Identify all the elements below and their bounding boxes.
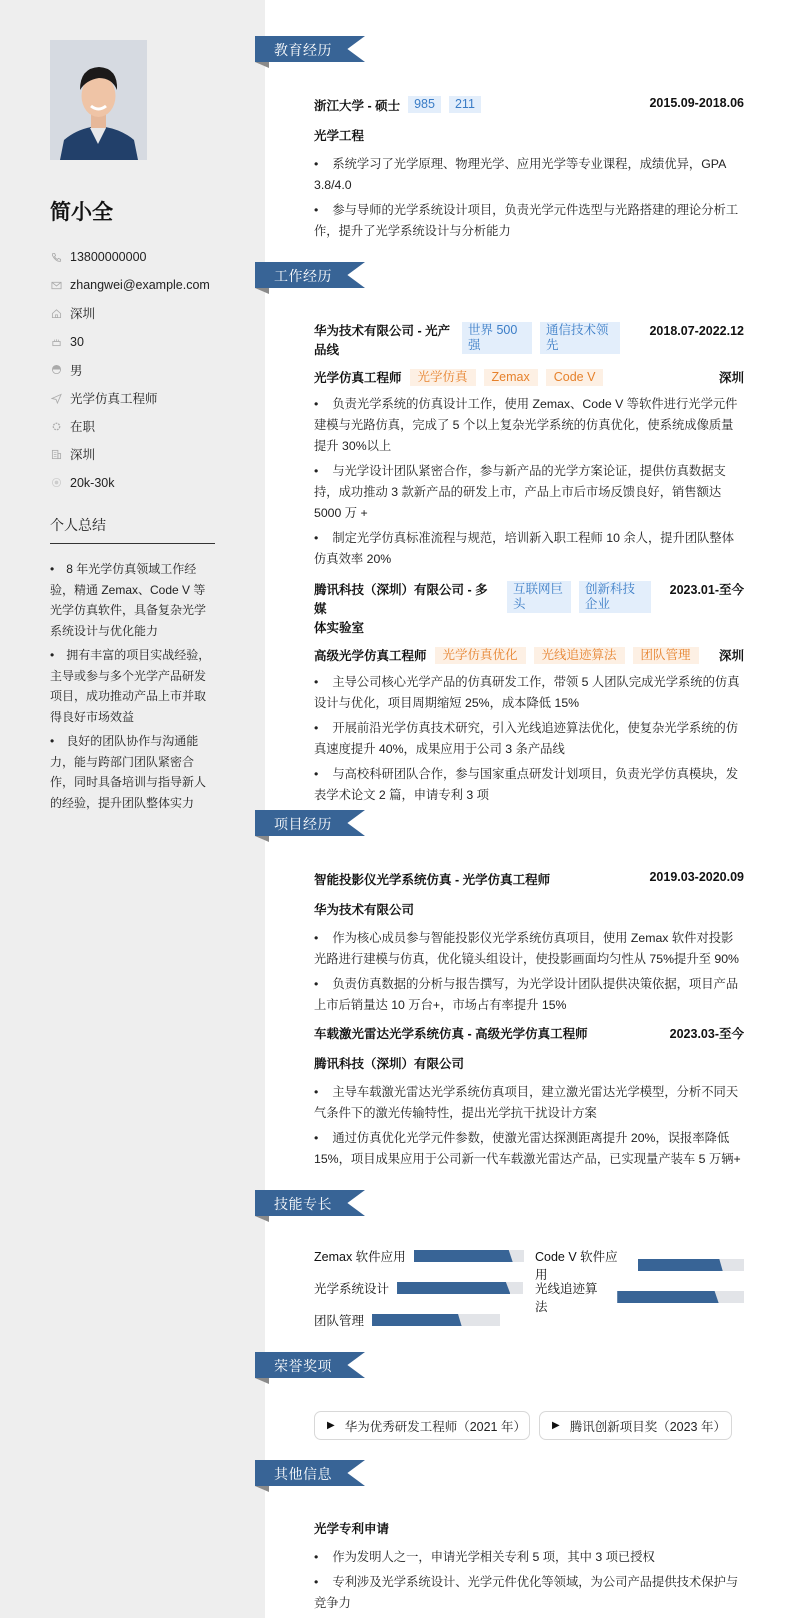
info-status: 在职 [50, 412, 250, 440]
skill-bar [617, 1291, 744, 1303]
gender-icon [50, 364, 62, 376]
building-icon [50, 448, 62, 460]
school-name: 浙江大学 - 硕士 [314, 99, 401, 113]
skill-bar [372, 1314, 500, 1326]
project-item: • 主导车载激光雷达光学系统仿真项目，建立激光雷达光学模型，分析不同天气条件下的激光传输特性，提出光学抗干扰设计方案 [314, 1082, 744, 1124]
info-salary: 20k-30k [50, 469, 250, 497]
skill-tag: 光学仿真 [410, 369, 476, 386]
info-gender: 男 [50, 356, 250, 384]
company-tag: 世界 500 强 [462, 322, 532, 354]
summary-title: 个人总结 [50, 517, 106, 533]
work-item: • 制定光学仿真标准流程与规范，培训新入职工程师 10 余人，提升团队整体仿真效率 20% [314, 528, 744, 570]
candidate-name: 简小全 [50, 201, 113, 224]
summary-item: • 良好的团队协作与沟通能力，能与跨部门团队紧密合作，同时具备培训与指导新人的经验，提升团队整体实力 [50, 731, 215, 813]
company-name: 华为技术有限公司 - 光产 [314, 324, 451, 338]
skill-item: 光学系统设计 [314, 1279, 523, 1297]
skill-tag: 光线追迹算法 [534, 647, 625, 664]
work-date: 2023.01-至今 [669, 583, 744, 597]
project-entry [314, 870, 744, 1020]
section-title: 工作经历 [274, 268, 332, 284]
work-date: 2018.07-2022.12 [649, 324, 744, 338]
company-tag: 互联网巨 头 [507, 581, 571, 613]
info-age: 30 [50, 328, 250, 356]
company-tag: 通信技术领 先 [540, 322, 620, 354]
summary-divider [50, 543, 215, 544]
home-icon [50, 307, 62, 319]
work-item: • 与高校科研团队合作，参与国家重点研发计划项目，负责光学仿真模块，发表学术论文 2 篇，申请专利 3 项 [314, 764, 744, 806]
section-banner-other [255, 1460, 365, 1486]
award-item[interactable]: ▶ 华为优秀研发工程师（2021 年） [314, 1411, 530, 1440]
project-item: • 负责仿真数据的分析与报告撰写，为光学设计团队提供决策依据，项目产品上市后销量达 10 万台+，市场占有率提升 15% [314, 974, 744, 1016]
work-entry: 腾讯科技（深圳）有限公司 - 多媒 体实验室 互联网巨 头 创新科技 企业 2023.01-至今 高级光学仿真工程师 光学仿真优化 光线追迹算法 团队管理 深圳 • 主导公司核心光学产品的仿真研发工作，带领 5 人团队完成光学系统的仿真设计与优化，项目周期缩短 25%，成本降低 15% • 开展前沿光学仿真技术研究，引入光线追迹算法优化，使复杂光学系统的仿真速度提升 40%，成果应用于公司 3 条产品线 • 与高校科研团队合作，参与国家重点研发计划项目，负责光学仿真模块，发表学术论文 2 篇，申请专利 3 项 [314, 581, 744, 810]
project-item: • 通过仿真优化光学元件参数，使激光雷达探测距离提升 20%，误报率降低 15%，项目成果应用于公司新一代车载激光雷达产品，已实现量产装车 5 万辆+ [314, 1128, 744, 1170]
info-email: zhangwei@example.com [50, 271, 250, 299]
project-entry [314, 1024, 744, 1174]
project-title: 车载激光雷达光学系统仿真 - 高级光学仿真工程师 [314, 1027, 588, 1041]
contact-info-list [50, 243, 250, 497]
section-banner-skills [255, 1190, 365, 1216]
section-title: 教育经历 [274, 42, 332, 58]
project-item: • 作为核心成员参与智能投影仪光学系统仿真项目，使用 Zemax 软件对投影光路进行建模与仿真，优化镜头组设计，使投影画面均匀性从 75%提升至 90% [314, 928, 744, 970]
skill-item: 团队管理 [314, 1311, 500, 1329]
info-phone: 13800000000 [50, 243, 250, 271]
skill-tag: Code V [546, 369, 604, 386]
project-company: 华为技术有限公司 [314, 903, 415, 917]
project-title: 智能投影仪光学系统仿真 - 光学仿真工程师 [314, 873, 551, 887]
company-tag: 创新科技 企业 [579, 581, 651, 613]
section-banner-work [255, 262, 365, 288]
education-item: • 系统学习了光学原理、物理光学、应用光学等专业课程，成绩优异，GPA 3.8/4.0 [314, 154, 744, 196]
project-company: 腾讯科技（深圳）有限公司 [314, 1057, 465, 1071]
education-date: 2015.09-2018.06 [649, 96, 744, 110]
work-item: • 负责光学系统的仿真设计工作，使用 Zemax、Code V 等软件进行光学元件建模与光路仿真，完成了 5 个以上复杂光学系统的仿真优化，使系统成像质量提升 30%以上 [314, 394, 744, 457]
age-icon [50, 336, 62, 348]
summary-item: • 拥有丰富的项目实战经验，主导或参与多个光学产品研发项目，成功推动产品上市并取得良好市场效益 [50, 645, 215, 727]
section-banner-projects [255, 810, 365, 836]
section-banner-honors [255, 1352, 365, 1378]
status-icon [50, 420, 62, 432]
work-city: 深圳 [718, 371, 744, 385]
skill-bar [397, 1282, 523, 1294]
section-title: 荣誉奖项 [274, 1358, 332, 1374]
job-title: 高级光学仿真工程师 [314, 649, 427, 663]
sidebar [0, 0, 265, 1618]
work-item: • 主导公司核心光学产品的仿真研发工作，带领 5 人团队完成光学系统的仿真设计与优化，项目周期缩短 25%，成本降低 15% [314, 672, 744, 714]
skill-tag: 光学仿真优化 [435, 647, 526, 664]
company-name: 腾讯科技（深圳）有限公司 - 多媒 [314, 583, 488, 616]
work-item: • 开展前沿光学仿真技术研究，引入光线追迹算法优化，使复杂光学系统的仿真速度提升 40%，成果应用于公司 3 条产品线 [314, 718, 744, 760]
school-tag: 211 [449, 96, 481, 113]
project-date: 2023.03-至今 [669, 1027, 744, 1041]
triangle-right-icon: ▶ [552, 1420, 560, 1431]
other-item: • 作为发明人之一，申请光学相关专利 5 项，其中 3 项已授权 [314, 1547, 744, 1568]
skill-item: Zemax 软件应用 [314, 1247, 524, 1265]
skill-item: 光线追迹算法 [535, 1279, 744, 1315]
job-title: 光学仿真工程师 [314, 371, 402, 385]
triangle-right-icon: ▶ [327, 1420, 335, 1431]
major: 光学工程 [314, 129, 365, 143]
avatar-photo [50, 40, 147, 160]
skill-bar [414, 1250, 524, 1262]
skill-tag: 团队管理 [633, 647, 699, 664]
skill-bar [638, 1259, 744, 1271]
phone-icon [50, 251, 62, 263]
other-title: 光学专利申请 [314, 1522, 390, 1536]
info-city: 深圳 [50, 440, 250, 468]
salary-icon [50, 477, 62, 489]
project-date: 2019.03-2020.09 [649, 870, 744, 884]
info-position: 光学仿真工程师 [50, 384, 250, 412]
work-entry: 华为技术有限公司 - 光产 品线 世界 500 强 通信技术领 先 2018.07-2022.12 光学仿真工程师 光学仿真 Zemax Code V 深圳 • 负责光学系统的仿真设计工作，使用 Zemax、Code V 等软件进行光学元件建模与光路仿真，完成了 5 个以上复杂光学系统的仿真优化，使系统成像质量提升 30%以上 • 与光学设计团队紧密合作，参与新产品的光学方案论证，提供仿真数据支持，成功推动 3 款新产品的研发上市，产品上市后市场反馈良好，销售额达 5000 万 + • 制定光学仿真标准流程与规范，培训新入职工程师 10 余人，提升团队整体仿真效率 20% [314, 322, 744, 574]
info-location: 深圳 [50, 299, 250, 327]
section-title: 其他信息 [274, 1466, 332, 1482]
section-title: 项目经历 [274, 816, 332, 832]
work-city: 深圳 [718, 649, 744, 663]
award-item[interactable]: ▶ 腾讯创新项目奖（2023 年） [539, 1411, 732, 1440]
email-icon [50, 279, 62, 291]
section-title: 技能专长 [274, 1196, 332, 1212]
send-icon [50, 392, 62, 404]
other-item: • 专利涉及光学系统设计、光学元件优化等领域，为公司产品提供技术保护与竞争力 [314, 1572, 744, 1614]
summary-item: • 8 年光学仿真领域工作经验，精通 Zemax、Code V 等光学仿真软件，具备复杂光学系统设计与优化能力 [50, 559, 215, 641]
education-item: • 参与导师的光学系统设计项目，负责光学元件选型与光路搭建的理论分析工作，提升了光学系统设计与分析能力 [314, 200, 744, 242]
skill-item: Code V 软件应用 [535, 1247, 744, 1283]
education-entry [314, 96, 744, 246]
skill-tag: Zemax [484, 369, 538, 386]
other-entry [314, 1519, 744, 1618]
summary-list [50, 559, 215, 817]
section-banner-education [255, 36, 365, 62]
work-item: • 与光学设计团队紧密合作，参与新产品的光学方案论证，提供仿真数据支持，成功推动 3 款新产品的研发上市，产品上市后市场反馈良好，销售额达 5000 万 + [314, 461, 744, 524]
school-tag: 985 [408, 96, 441, 113]
